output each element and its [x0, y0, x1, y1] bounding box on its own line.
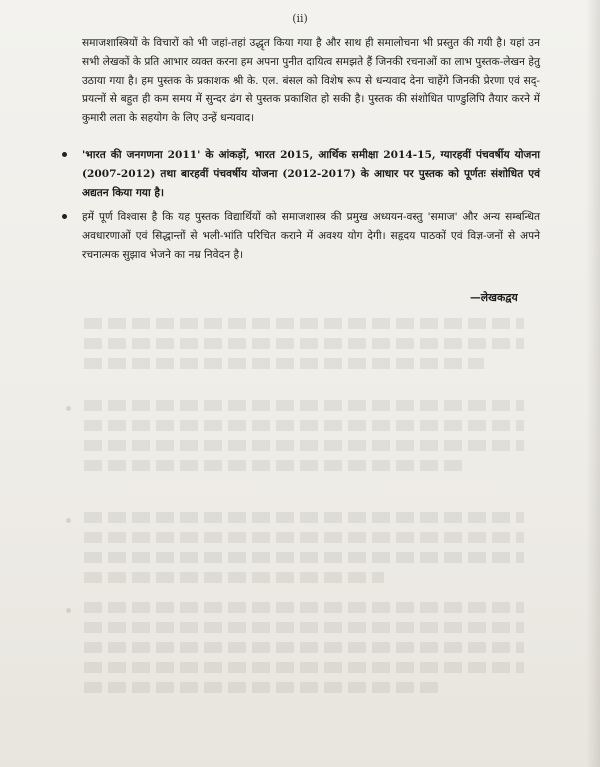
bullet-icon — [62, 214, 67, 219]
bullet-item-request — [82, 208, 540, 264]
bullet-text: हमें पूर्ण विश्वास है कि यह पुस्तक विद्यार्थियों को समाजशास्त्र की प्रमुख अध्ययन-वस्तु 'समाज' और अन्य सम्बन्धित अवधारणाओं एवं सिद्धान्तों से भली-भांति परिचित कराने में अवश्य योग देगी। सहृदय पाठकों एवं विज्ञ-जनों से अपने रचनात्मक सुझाव भेजने का नम्र निवेदन है। — [82, 211, 540, 261]
bullet-item-revision — [82, 146, 540, 202]
page-edge-shadow — [586, 0, 600, 767]
bullet-text: 'भारत की जनगणना 2011' के आंकड़ों, भारत 2015, आर्थिक समीक्षा 2014-15, ग्यारहवीं पंचवर्षीय योजना (2007-2012) तथा बारहवीं पंचवर्षीय योजना (2012-2017) के आधार पर पुस्तक को पूर्णतः संशोधित एवं अद्यतन किया गया है। — [82, 149, 540, 199]
author-signature: —लेखकद्वय — [470, 291, 518, 304]
page-number: (ii) — [292, 12, 308, 25]
bullet-icon — [62, 152, 67, 157]
intro-paragraph: समाजशास्त्रियों के विचारों को भी जहां-तहां उद्धृत किया गया है और साथ ही समालोचना भी प्रस्तुत की गयी है। यहां उन सभी लेखकों के प्रति आभार व्यक्त करना हम अपना पुनीत दायित्व समझते हैं जिनकी रचनाओं का लाभ पुस्तक-लेखन हेतु उठाया गया है। हम पुस्तक के प्रकाशक श्री के. एल. बंसल को विशेष रूप से धन्यवाद देना चाहेंगे जिनकी प्रेरणा एवं सद्-प्रयत्नों से बहुत ही कम समय में सुन्दर ढंग से पुस्तक प्रकाशित हो सकी है। पुस्तक की संशोधित पाण्डुलिपि तैयार करने में कुमारी लता के सहयोग के लिए उन्हें धन्यवाद। — [82, 37, 540, 125]
